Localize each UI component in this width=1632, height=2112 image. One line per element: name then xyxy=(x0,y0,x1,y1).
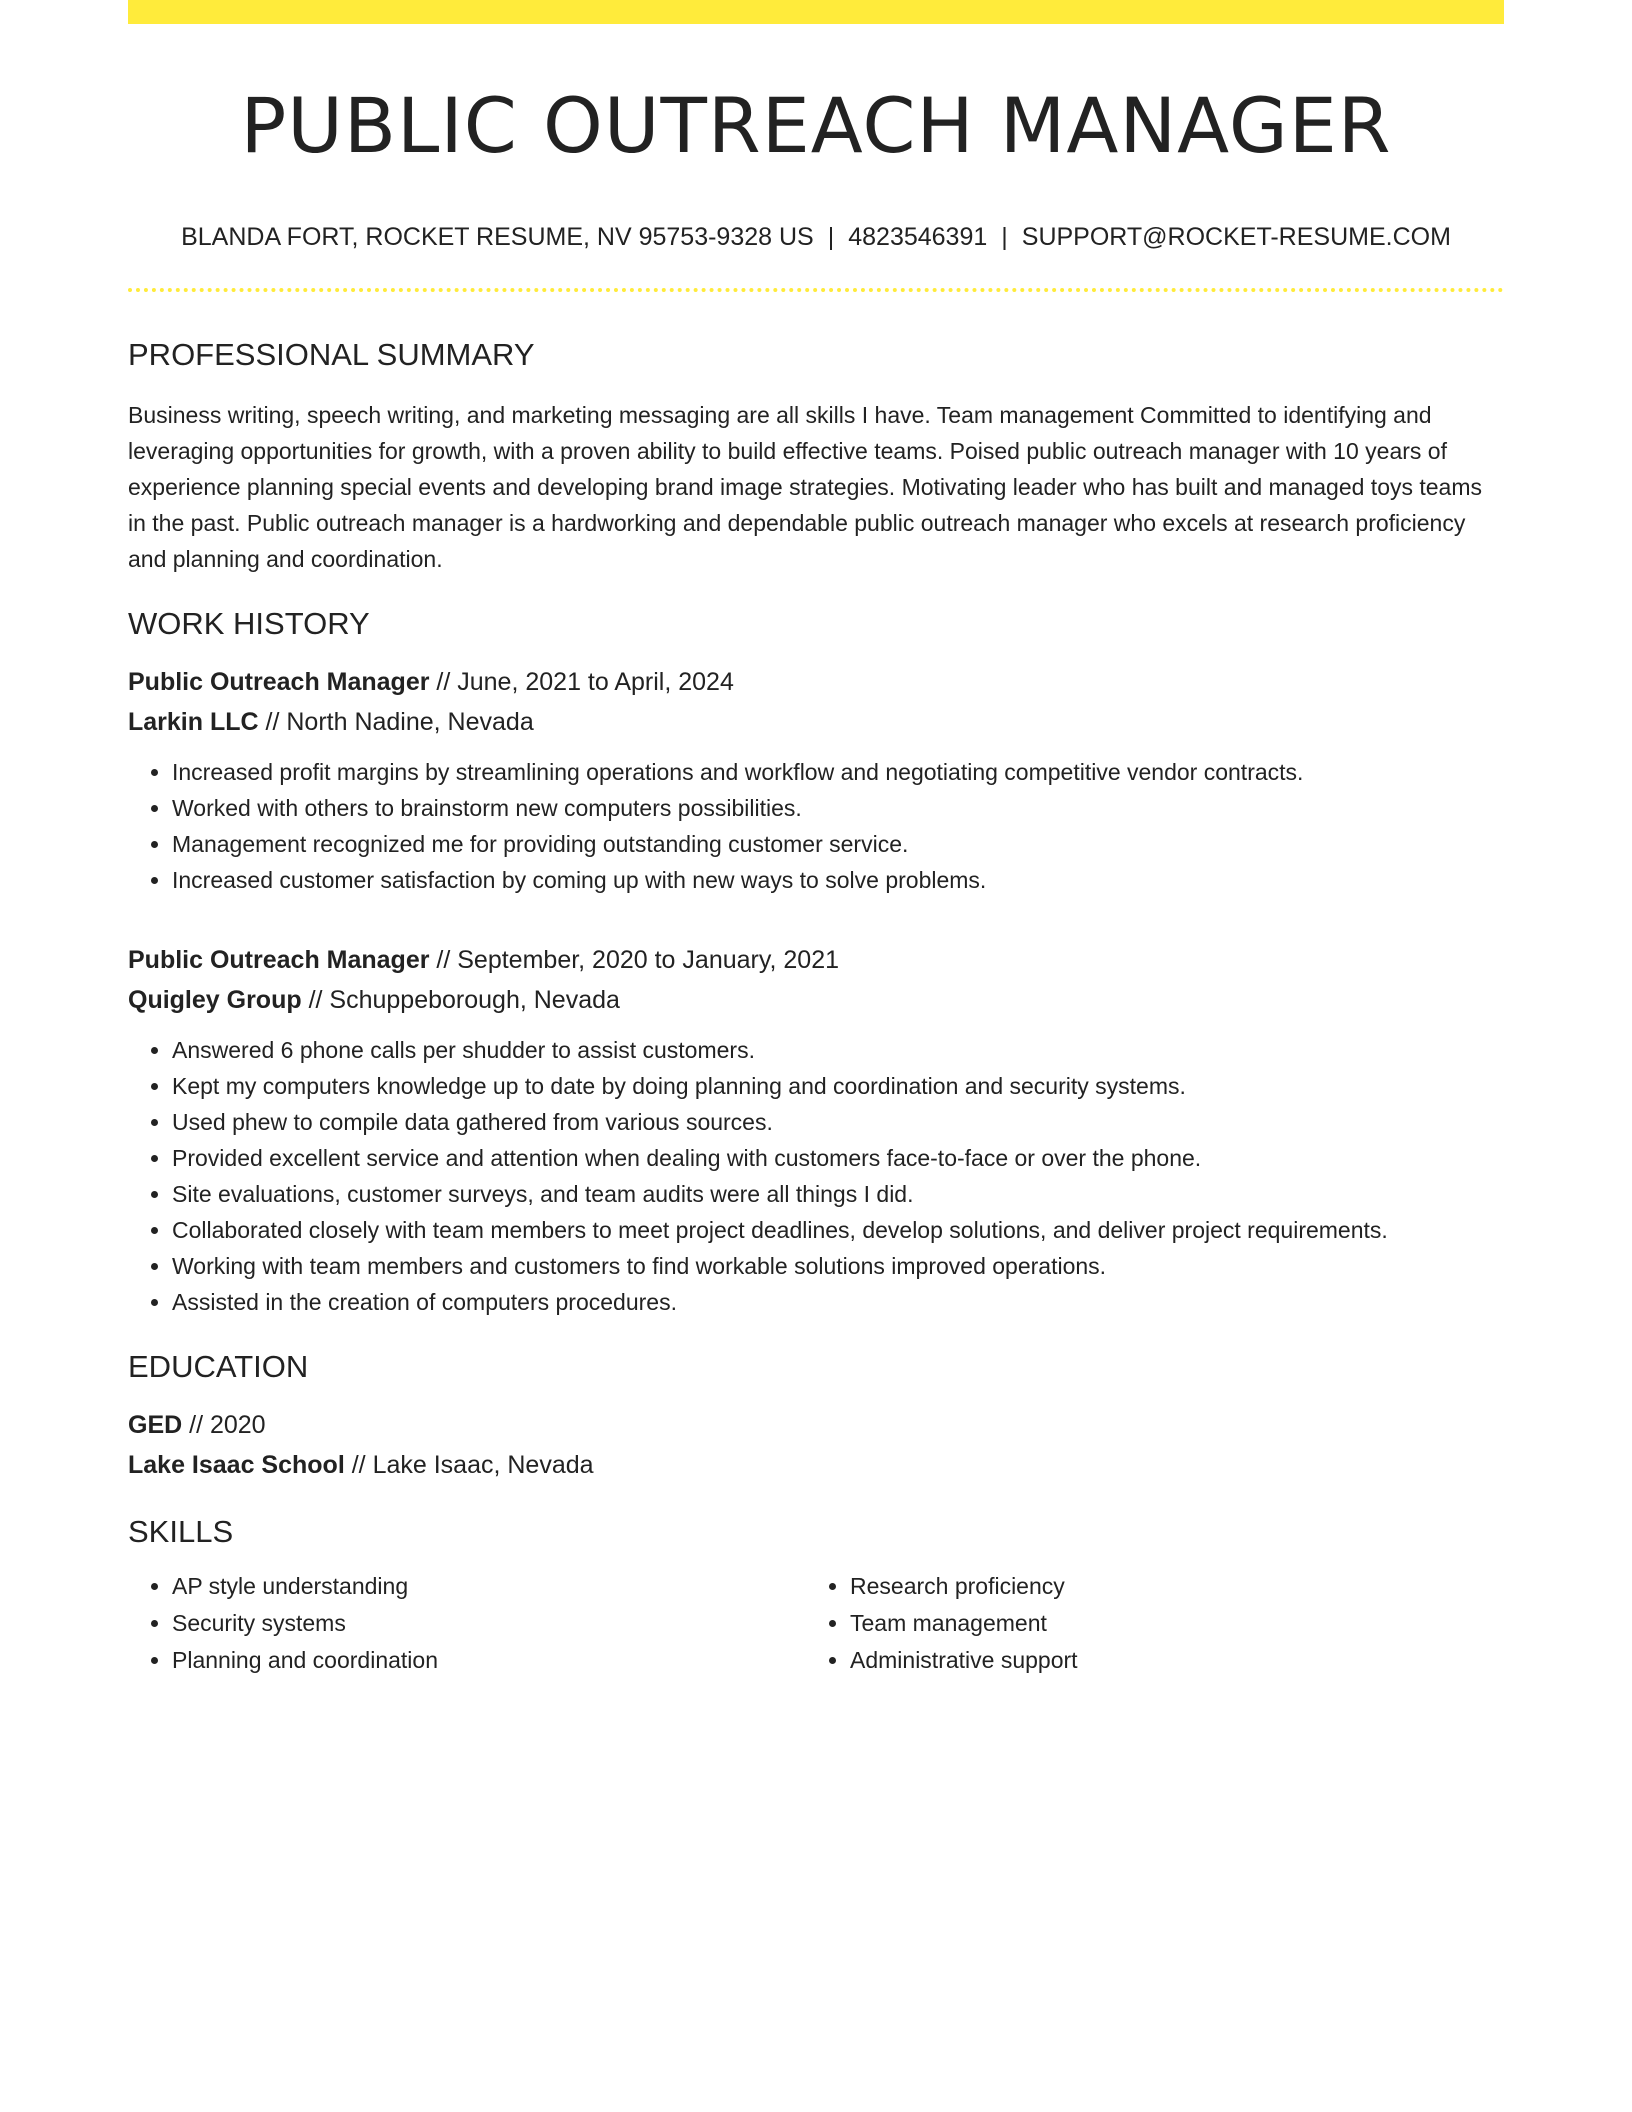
list-item: • Administrative support xyxy=(850,1642,1484,1679)
education-school: Lake Isaac School xyxy=(128,1451,345,1480)
list-item: • Increased profit margins by streamlining operations and workflow and negotiating competitive vendor contracts. xyxy=(172,754,1504,790)
skills-column-left xyxy=(128,1568,806,1679)
contact-email: SUPPORT@ROCKET-RESUME.COM xyxy=(1021,222,1451,251)
list-item: • Collaborated closely with team members to meet project deadlines, develop solutions, and deliver project requirements. xyxy=(172,1212,1504,1248)
list-item: • Worked with others to brainstorm new computers possibilities. xyxy=(172,790,1504,826)
skills-list xyxy=(128,1568,1504,1679)
list-item: • Assisted in the creation of computers procedures. xyxy=(172,1284,1504,1320)
summary-heading: PROFESSIONAL SUMMARY xyxy=(128,336,535,372)
list-item: • Working with team members and customers to find workable solutions improved operations. xyxy=(172,1248,1504,1284)
list-item: • Security systems xyxy=(172,1605,806,1642)
job-title: Public Outreach Manager xyxy=(128,667,430,696)
job-title: Public Outreach Manager xyxy=(128,945,430,974)
list-item: • Provided excellent service and attention when dealing with customers face-to-face or over the phone. xyxy=(172,1140,1504,1176)
contact-separator: | xyxy=(1001,222,1008,251)
list-item: • Site evaluations, customer surveys, and team audits were all things I did. xyxy=(172,1176,1504,1212)
education-heading: EDUCATION xyxy=(128,1348,309,1384)
job-company: Larkin LLC xyxy=(128,707,259,736)
skills-column-right xyxy=(806,1568,1484,1679)
job-bullets xyxy=(128,754,1504,898)
job-dates: // June, 2021 to April, 2024 xyxy=(429,667,734,696)
education-year: // 2020 xyxy=(182,1411,266,1440)
education-school-line xyxy=(128,1445,1504,1485)
list-item: • Planning and coordination xyxy=(172,1642,806,1679)
job-location: // Schuppeborough, Nevada xyxy=(301,985,620,1014)
page-title: PUBLIC OUTREACH MANAGER xyxy=(240,81,1392,170)
job-company: Quigley Group xyxy=(128,985,302,1014)
education-degree: GED xyxy=(128,1411,183,1440)
list-item: • Used phew to compile data gathered from various sources. xyxy=(172,1104,1504,1140)
job-company-line xyxy=(128,980,1504,1020)
list-item: • Research proficiency xyxy=(850,1568,1484,1605)
job-bullets xyxy=(128,1032,1504,1320)
education-location: // Lake Isaac, Nevada xyxy=(344,1451,594,1480)
education-degree-line xyxy=(128,1405,1504,1445)
contact-separator: | xyxy=(827,222,835,251)
resume-page xyxy=(128,0,1504,1679)
job-location: // North Nadine, Nevada xyxy=(258,707,534,736)
contact-address: BLANDA FORT, ROCKET RESUME, NV 95753-9328 US xyxy=(181,222,814,251)
top-accent-bar xyxy=(128,0,1504,24)
education-entry xyxy=(128,1405,1504,1485)
contact-phone: 4823546391 xyxy=(848,222,988,251)
skills-heading: SKILLS xyxy=(128,1514,234,1550)
list-item: • Management recognized me for providing outstanding customer service. xyxy=(172,826,1504,862)
job-entry xyxy=(128,662,1504,898)
job-company-line xyxy=(128,702,1504,742)
dotted-divider xyxy=(128,288,1504,292)
job-dates: // September, 2020 to January, 2021 xyxy=(429,945,840,974)
job-title-line xyxy=(128,940,1504,980)
list-item: • Team management xyxy=(850,1605,1484,1642)
list-item: • AP style understanding xyxy=(172,1568,806,1605)
job-entry xyxy=(128,940,1504,1320)
contact-line xyxy=(128,222,1504,252)
job-title-line xyxy=(128,662,1504,702)
summary-text: Business writing, speech writing, and marketing messaging are all skills I have. Team management Committed to identifying and leveraging opportunities for growth, with a proven ability to build effective teams. Poised public outreach manager with 10 years of experience planning special events and developing brand image strategies. Motivating leader who has built and managed toys teams in the past. Public outreach manager is a hardworking and dependable public outreach manager who excels at research proficiency and planning and coordination. xyxy=(128,401,1483,572)
list-item: • Answered 6 phone calls per shudder to assist customers. xyxy=(172,1032,1504,1068)
work-history-heading: WORK HISTORY xyxy=(128,605,370,641)
list-item: • Kept my computers knowledge up to date by doing planning and coordination and security systems. xyxy=(172,1068,1504,1104)
list-item: • Increased customer satisfaction by coming up with new ways to solve problems. xyxy=(172,862,1504,898)
